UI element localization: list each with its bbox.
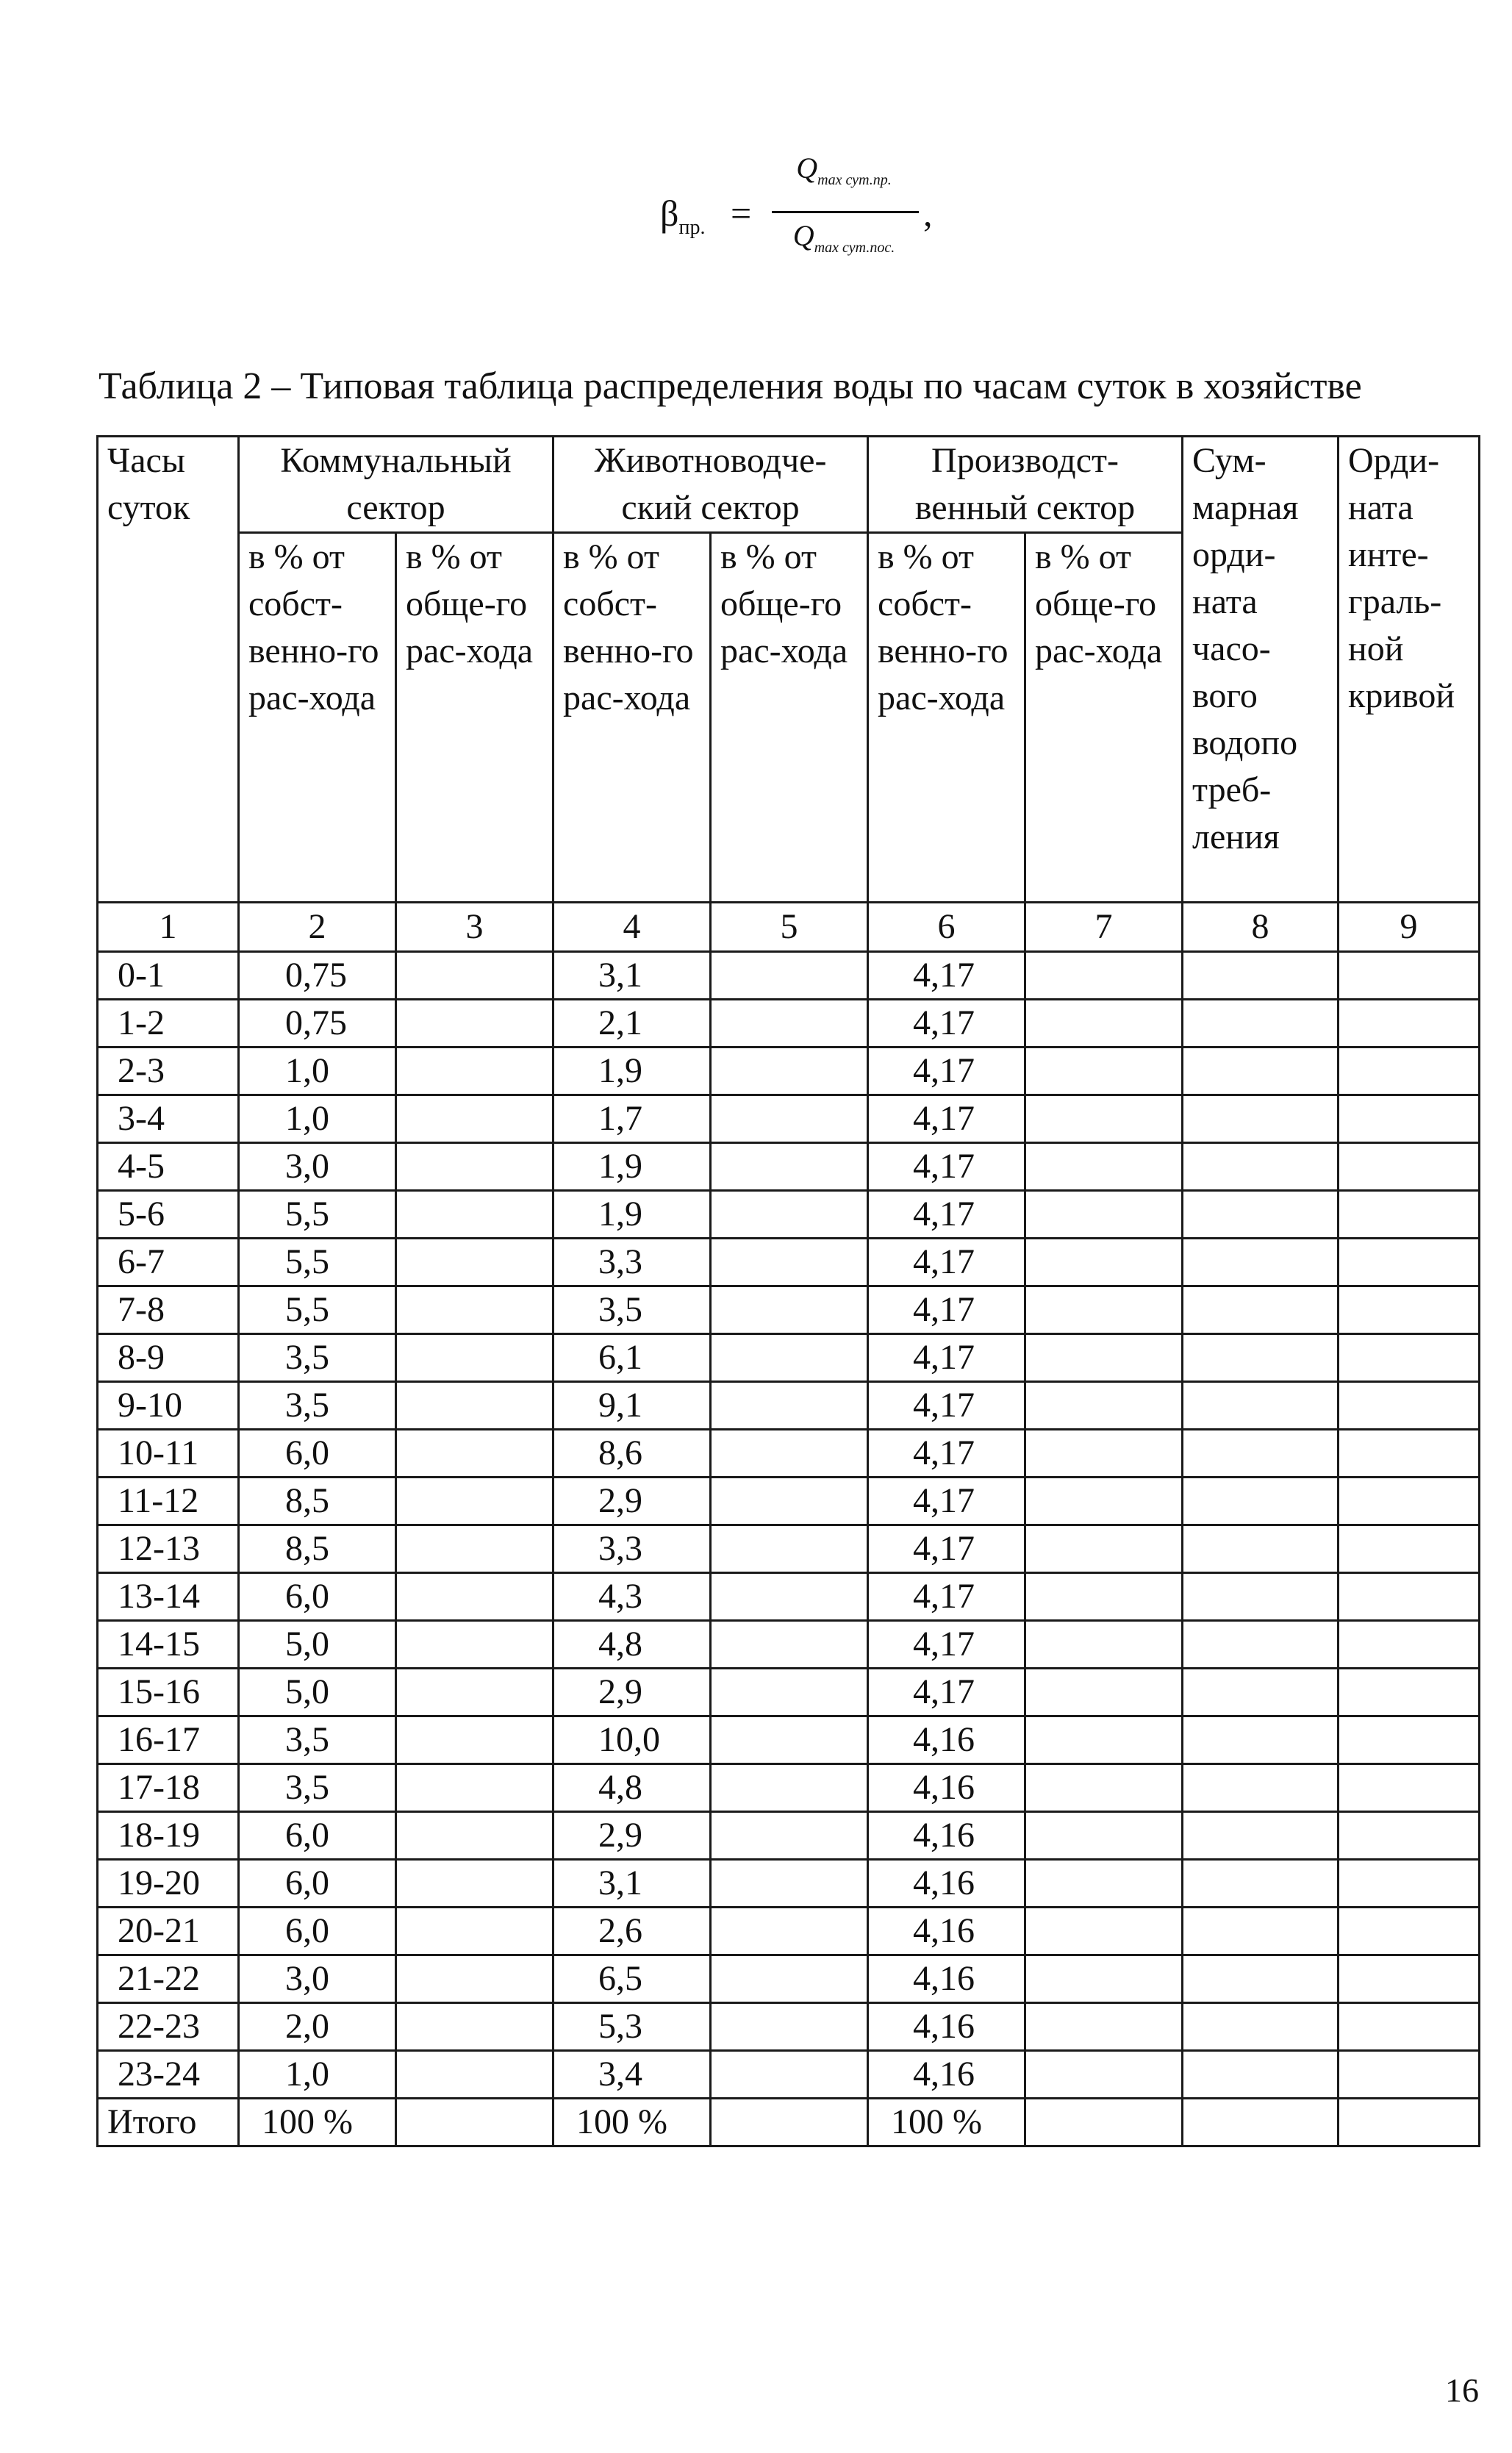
cell-livestock-own: 1,9	[553, 1191, 711, 1239]
cell-communal-total	[396, 1812, 553, 1860]
cell-livestock-total	[711, 1955, 868, 2003]
cell-integral	[1339, 1669, 1480, 1716]
cell-production-total	[1025, 1860, 1183, 1908]
header-summary-ordinate: Сум-марная орди-ната часо-вого водопо треб-ления	[1183, 437, 1339, 903]
cell-integral	[1339, 1143, 1480, 1191]
subheader-production-own: в % от собст-венно-го рас-хода	[868, 533, 1025, 903]
cell-communal-total	[396, 952, 553, 1000]
cell-production-total	[1025, 1095, 1183, 1143]
water-distribution-table	[96, 435, 1480, 2147]
cell-hours: 15-16	[98, 1669, 239, 1716]
cell-communal-own: 5,5	[239, 1239, 396, 1286]
formula-numerator: $Q_{max сут.пр.}$	[796, 151, 892, 188]
cell-production-total	[1025, 1286, 1183, 1334]
cell-livestock-total	[711, 1812, 868, 1860]
cell-communal-total	[396, 1573, 553, 1621]
cell-production-total	[1025, 1621, 1183, 1669]
cell-communal-own: 3,5	[239, 1382, 396, 1430]
cell-integral	[1339, 1860, 1480, 1908]
table-row	[98, 1048, 1480, 1095]
cell-production-own: 4,17	[868, 1239, 1025, 1286]
cell-summary	[1183, 1716, 1339, 1764]
cell-livestock-own: 3,5	[553, 1286, 711, 1334]
cell-hours: 8-9	[98, 1334, 239, 1382]
cell-summary	[1183, 1669, 1339, 1716]
cell-integral	[1339, 1334, 1480, 1382]
formula-comma: ,	[923, 193, 933, 234]
cell-production-own: 4,17	[868, 1621, 1025, 1669]
cell-integral	[1339, 1764, 1480, 1812]
cell-communal-total	[396, 1334, 553, 1382]
cell-communal-own: 8,5	[239, 1525, 396, 1573]
cell-livestock-total	[711, 1478, 868, 1525]
cell-livestock-own: 4,8	[553, 1764, 711, 1812]
table-row	[98, 1860, 1480, 1908]
cell-hours: 4-5	[98, 1143, 239, 1191]
subheader-livestock-own: в % от собст-венно-го рас-хода	[553, 533, 711, 903]
column-number: 2	[239, 903, 396, 952]
cell-livestock-own: 6,5	[553, 1955, 711, 2003]
cell-integral	[1339, 1908, 1480, 1955]
cell-production-own: 4,16	[868, 2003, 1025, 2051]
cell-hours: 19-20	[98, 1860, 239, 1908]
column-number: 8	[1183, 903, 1339, 952]
cell-summary	[1183, 1382, 1339, 1430]
cell-summary	[1183, 952, 1339, 1000]
cell-communal-total	[396, 1908, 553, 1955]
cell-communal-total	[396, 2099, 553, 2146]
cell-communal-total	[396, 1191, 553, 1239]
cell-production-total	[1025, 1478, 1183, 1525]
cell-hours: 13-14	[98, 1573, 239, 1621]
cell-communal-own: 8,5	[239, 1478, 396, 1525]
cell-communal-own: 1,0	[239, 2051, 396, 2099]
table-row	[98, 1621, 1480, 1669]
cell-hours: 12-13	[98, 1525, 239, 1573]
subheader-communal-own: в % от собст-венно-го рас-хода	[239, 533, 396, 903]
cell-hours: 7-8	[98, 1286, 239, 1334]
cell-livestock-total	[711, 2051, 868, 2099]
subheader-communal-total: в % от обще-го рас-хода	[396, 533, 553, 903]
cell-livestock-total	[711, 2099, 868, 2146]
cell-livestock-total	[711, 1430, 868, 1478]
cell-integral	[1339, 1239, 1480, 1286]
cell-production-total	[1025, 1430, 1183, 1478]
cell-livestock-own: 3,1	[553, 952, 711, 1000]
table-row	[98, 1812, 1480, 1860]
header-hours: Часы суток	[98, 437, 239, 903]
cell-livestock-own: 9,1	[553, 1382, 711, 1430]
subheader-livestock-total: в % от обще-го рас-хода	[711, 533, 868, 903]
cell-communal-total	[396, 1239, 553, 1286]
cell-livestock-total	[711, 1716, 868, 1764]
cell-production-own: 4,17	[868, 1334, 1025, 1382]
table-row	[98, 1095, 1480, 1143]
cell-livestock-total	[711, 952, 868, 1000]
cell-integral	[1339, 1382, 1480, 1430]
cell-livestock-own: 3,4	[553, 2051, 711, 2099]
cell-production-own: 4,17	[868, 1000, 1025, 1048]
cell-hours: 23-24	[98, 2051, 239, 2099]
cell-communal-total	[396, 1955, 553, 2003]
cell-production-total	[1025, 2099, 1183, 2146]
cell-communal-total	[396, 1860, 553, 1908]
cell-livestock-total	[711, 1048, 868, 1095]
cell-production-own: 4,16	[868, 1812, 1025, 1860]
cell-hours: Итого	[98, 2099, 239, 2146]
cell-communal-total	[396, 1048, 553, 1095]
cell-production-total	[1025, 1812, 1183, 1860]
cell-hours: 22-23	[98, 2003, 239, 2051]
table-body	[98, 952, 1480, 2146]
cell-production-own: 4,17	[868, 1143, 1025, 1191]
cell-communal-total	[396, 1764, 553, 1812]
cell-integral	[1339, 952, 1480, 1000]
column-number: 7	[1025, 903, 1183, 952]
cell-livestock-total	[711, 1143, 868, 1191]
cell-communal-own: 6,0	[239, 1812, 396, 1860]
table-row	[98, 952, 1480, 1000]
table-row	[98, 1382, 1480, 1430]
cell-summary	[1183, 1525, 1339, 1573]
cell-integral	[1339, 1716, 1480, 1764]
cell-communal-own: 5,5	[239, 1286, 396, 1334]
cell-integral	[1339, 1573, 1480, 1621]
cell-livestock-own: 3,3	[553, 1525, 711, 1573]
cell-integral	[1339, 1095, 1480, 1143]
cell-communal-total	[396, 1095, 553, 1143]
header-production: Производст-венный сектор	[868, 437, 1183, 533]
cell-hours: 9-10	[98, 1382, 239, 1430]
cell-livestock-own: 2,6	[553, 1908, 711, 1955]
fraction-bar	[772, 211, 919, 213]
cell-summary	[1183, 1334, 1339, 1382]
cell-communal-own: 5,5	[239, 1191, 396, 1239]
cell-production-own: 4,17	[868, 1191, 1025, 1239]
cell-integral	[1339, 1000, 1480, 1048]
cell-communal-own: 3,5	[239, 1764, 396, 1812]
cell-communal-total	[396, 1716, 553, 1764]
cell-production-own: 4,17	[868, 1669, 1025, 1716]
table-row	[98, 1143, 1480, 1191]
cell-summary	[1183, 1908, 1339, 1955]
cell-production-own: 100 %	[868, 2099, 1025, 2146]
cell-livestock-own: 8,6	[553, 1430, 711, 1478]
table-row	[98, 1430, 1480, 1478]
cell-hours: 10-11	[98, 1430, 239, 1478]
cell-livestock-total	[711, 1764, 868, 1812]
cell-livestock-total	[711, 1908, 868, 1955]
cell-livestock-total	[711, 1095, 868, 1143]
formula-equals: =	[731, 193, 752, 234]
table-row	[98, 1669, 1480, 1716]
cell-livestock-own: 10,0	[553, 1716, 711, 1764]
cell-livestock-own: 6,1	[553, 1334, 711, 1382]
column-number: 3	[396, 903, 553, 952]
cell-integral	[1339, 2099, 1480, 2146]
table-caption: Таблица 2 – Типовая таблица распределения воды по часам суток в хозяйстве	[98, 365, 1362, 407]
cell-production-total	[1025, 2003, 1183, 2051]
cell-livestock-total	[711, 1239, 868, 1286]
cell-summary	[1183, 2003, 1339, 2051]
cell-livestock-own: 5,3	[553, 2003, 711, 2051]
cell-integral	[1339, 1525, 1480, 1573]
header-integral-ordinate: Орди-ната инте-граль-ной кривой	[1339, 437, 1480, 903]
cell-summary	[1183, 1478, 1339, 1525]
cell-communal-own: 6,0	[239, 1908, 396, 1955]
cell-hours: 5-6	[98, 1191, 239, 1239]
cell-communal-own: 0,75	[239, 1000, 396, 1048]
cell-summary	[1183, 1143, 1339, 1191]
table-row	[98, 1525, 1480, 1573]
cell-hours: 11-12	[98, 1478, 239, 1525]
cell-summary	[1183, 1860, 1339, 1908]
cell-livestock-own: 4,8	[553, 1621, 711, 1669]
cell-livestock-total	[711, 1286, 868, 1334]
cell-livestock-own: 4,3	[553, 1573, 711, 1621]
cell-production-total	[1025, 1048, 1183, 1095]
header-livestock: Животноводче-ский сектор	[553, 437, 868, 533]
cell-production-own: 4,17	[868, 1048, 1025, 1095]
cell-production-total	[1025, 1908, 1183, 1955]
cell-production-own: 4,17	[868, 1095, 1025, 1143]
cell-communal-total	[396, 1286, 553, 1334]
cell-production-own: 4,17	[868, 1573, 1025, 1621]
cell-production-total	[1025, 2051, 1183, 2099]
cell-hours: 14-15	[98, 1621, 239, 1669]
cell-production-total	[1025, 1334, 1183, 1382]
cell-summary	[1183, 1048, 1339, 1095]
cell-communal-own: 6,0	[239, 1573, 396, 1621]
subheader-production-total: в % от обще-го рас-хода	[1025, 533, 1183, 903]
column-number: 4	[553, 903, 711, 952]
cell-summary	[1183, 2099, 1339, 2146]
cell-livestock-own: 2,9	[553, 1669, 711, 1716]
cell-summary	[1183, 1286, 1339, 1334]
cell-production-total	[1025, 1573, 1183, 1621]
cell-livestock-own: 2,9	[553, 1478, 711, 1525]
cell-integral	[1339, 1955, 1480, 2003]
cell-communal-own: 3,0	[239, 1143, 396, 1191]
cell-communal-total	[396, 1669, 553, 1716]
cell-communal-total	[396, 1621, 553, 1669]
cell-production-total	[1025, 1191, 1183, 1239]
cell-communal-own: 6,0	[239, 1430, 396, 1478]
table-row	[98, 1334, 1480, 1382]
cell-summary	[1183, 1621, 1339, 1669]
table-row	[98, 1478, 1480, 1525]
cell-livestock-own: 2,1	[553, 1000, 711, 1048]
cell-summary	[1183, 1191, 1339, 1239]
cell-production-own: 4,16	[868, 1908, 1025, 1955]
cell-livestock-total	[711, 1573, 868, 1621]
table-row	[98, 2051, 1480, 2099]
cell-production-own: 4,17	[868, 1478, 1025, 1525]
cell-integral	[1339, 1286, 1480, 1334]
cell-production-total	[1025, 1764, 1183, 1812]
cell-integral	[1339, 1430, 1480, 1478]
cell-communal-own: 6,0	[239, 1860, 396, 1908]
cell-integral	[1339, 1191, 1480, 1239]
cell-communal-own: 1,0	[239, 1095, 396, 1143]
cell-summary	[1183, 1573, 1339, 1621]
header-communal: Коммунальный сектор	[239, 437, 553, 533]
cell-hours: 17-18	[98, 1764, 239, 1812]
cell-communal-total	[396, 1143, 553, 1191]
cell-production-total	[1025, 1955, 1183, 2003]
cell-livestock-own: 1,9	[553, 1143, 711, 1191]
cell-summary	[1183, 1812, 1339, 1860]
cell-production-total	[1025, 1382, 1183, 1430]
table-row	[98, 1000, 1480, 1048]
table-row	[98, 1908, 1480, 1955]
cell-summary	[1183, 1764, 1339, 1812]
cell-summary	[1183, 1000, 1339, 1048]
table-row	[98, 1716, 1480, 1764]
cell-hours: 2-3	[98, 1048, 239, 1095]
cell-integral	[1339, 1812, 1480, 1860]
table-row	[98, 1286, 1480, 1334]
cell-communal-own: 0,75	[239, 952, 396, 1000]
page-number: 16	[1445, 2371, 1479, 2409]
cell-communal-own: 3,0	[239, 1955, 396, 2003]
cell-hours: 3-4	[98, 1095, 239, 1143]
cell-production-own: 4,16	[868, 1764, 1025, 1812]
cell-production-total	[1025, 1716, 1183, 1764]
cell-production-total	[1025, 1000, 1183, 1048]
cell-hours: 18-19	[98, 1812, 239, 1860]
table-row	[98, 1764, 1480, 1812]
cell-communal-total	[396, 1478, 553, 1525]
cell-hours: 1-2	[98, 1000, 239, 1048]
table-row	[98, 1191, 1480, 1239]
cell-hours: 21-22	[98, 1955, 239, 2003]
cell-production-total	[1025, 1525, 1183, 1573]
table-row	[98, 1573, 1480, 1621]
cell-production-total	[1025, 952, 1183, 1000]
cell-summary	[1183, 2051, 1339, 2099]
formula	[660, 151, 969, 276]
cell-communal-own: 1,0	[239, 1048, 396, 1095]
cell-livestock-total	[711, 2003, 868, 2051]
cell-communal-total	[396, 1525, 553, 1573]
cell-livestock-own: 100 %	[553, 2099, 711, 2146]
cell-integral	[1339, 1621, 1480, 1669]
cell-livestock-own: 3,3	[553, 1239, 711, 1286]
cell-hours: 6-7	[98, 1239, 239, 1286]
cell-communal-own: 100 %	[239, 2099, 396, 2146]
cell-production-own: 4,16	[868, 1716, 1025, 1764]
column-number-row	[98, 903, 1480, 952]
cell-production-own: 4,17	[868, 1525, 1025, 1573]
column-number: 1	[98, 903, 239, 952]
cell-communal-total	[396, 2003, 553, 2051]
cell-production-own: 4,17	[868, 1382, 1025, 1430]
cell-summary	[1183, 1955, 1339, 2003]
cell-communal-own: 3,5	[239, 1716, 396, 1764]
cell-livestock-total	[711, 1525, 868, 1573]
cell-production-own: 4,17	[868, 1286, 1025, 1334]
cell-livestock-total	[711, 1000, 868, 1048]
cell-production-own: 4,16	[868, 1955, 1025, 2003]
cell-communal-own: 5,0	[239, 1669, 396, 1716]
cell-production-own: 4,16	[868, 1860, 1025, 1908]
table-row	[98, 2003, 1480, 2051]
cell-integral	[1339, 1478, 1480, 1525]
table-row-total	[98, 2099, 1480, 2146]
cell-hours: 20-21	[98, 1908, 239, 1955]
cell-production-total	[1025, 1143, 1183, 1191]
cell-summary	[1183, 1430, 1339, 1478]
cell-integral	[1339, 2003, 1480, 2051]
cell-livestock-total	[711, 1669, 868, 1716]
cell-summary	[1183, 1095, 1339, 1143]
cell-communal-own: 3,5	[239, 1334, 396, 1382]
cell-livestock-own: 1,7	[553, 1095, 711, 1143]
table-row	[98, 1955, 1480, 2003]
column-number: 9	[1339, 903, 1480, 952]
formula-lhs: $\beta_{пр.}$	[660, 193, 706, 239]
column-number: 5	[711, 903, 868, 952]
cell-communal-total	[396, 2051, 553, 2099]
cell-livestock-total	[711, 1334, 868, 1382]
cell-communal-own: 2,0	[239, 2003, 396, 2051]
cell-livestock-own: 3,1	[553, 1860, 711, 1908]
cell-livestock-total	[711, 1382, 868, 1430]
cell-production-total	[1025, 1669, 1183, 1716]
cell-communal-total	[396, 1430, 553, 1478]
cell-livestock-total	[711, 1860, 868, 1908]
cell-livestock-own: 1,9	[553, 1048, 711, 1095]
cell-livestock-own: 2,9	[553, 1812, 711, 1860]
formula-denominator: $Q_{max сут.пос.}$	[792, 219, 895, 256]
table-row	[98, 1239, 1480, 1286]
cell-livestock-total	[711, 1191, 868, 1239]
column-number: 6	[868, 903, 1025, 952]
cell-livestock-total	[711, 1621, 868, 1669]
cell-integral	[1339, 1048, 1480, 1095]
cell-summary	[1183, 1239, 1339, 1286]
cell-production-own: 4,17	[868, 1430, 1025, 1478]
cell-production-total	[1025, 1239, 1183, 1286]
cell-production-own: 4,16	[868, 2051, 1025, 2099]
cell-communal-total	[396, 1000, 553, 1048]
cell-hours: 0-1	[98, 952, 239, 1000]
cell-communal-own: 5,0	[239, 1621, 396, 1669]
cell-integral	[1339, 2051, 1480, 2099]
cell-communal-total	[396, 1382, 553, 1430]
cell-hours: 16-17	[98, 1716, 239, 1764]
cell-production-own: 4,17	[868, 952, 1025, 1000]
